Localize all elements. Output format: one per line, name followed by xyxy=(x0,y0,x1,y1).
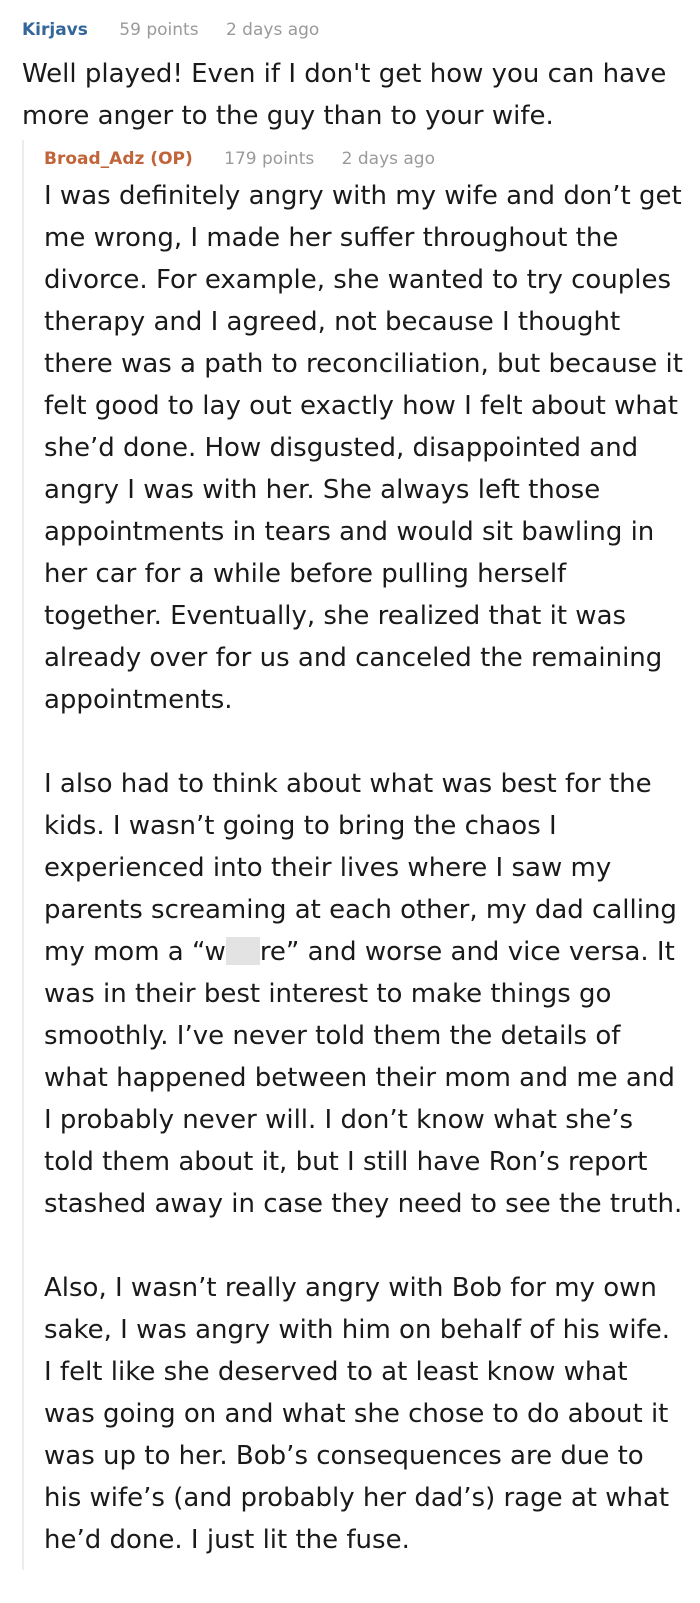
reply-paragraph xyxy=(44,763,684,1225)
comment-username[interactable]: Kirjavs xyxy=(22,20,88,40)
censor-block xyxy=(226,937,260,965)
paragraph-text-after-censor: re” and worse and vice versa. It was in their best interest to make things go smoothly. I’ve never told them the details of what happened between their mom and me and I probably never will. I don’t know what she’s told them about it, but I still have Ron’s report stashed away in case they need to see the truth. xyxy=(44,937,683,1219)
reply-username[interactable]: Broad_Adz (OP) xyxy=(44,149,193,169)
paragraph-text-before-censor: I also had to think about what was best for the kids. I wasn’t going to bring the chaos I experienced into their lives where I saw my parents screaming at each other, my dad calling my mom a “w xyxy=(44,769,677,967)
reply-paragraph: Also, I wasn’t really angry with Bob for my own sake, I was angry with him on behalf of his wife. I felt like she deserved to at least know what was going on and what she chose to do about it was up to her. Bob’s consequences are due to his wife’s (and probably her dad’s) rage at what he’d done. I just lit the fuse. xyxy=(44,1273,670,1555)
comment-points: 59 points xyxy=(119,20,199,40)
comment xyxy=(22,19,692,137)
reply-paragraph: I was definitely angry with my wife and don’t get me wrong, I made her suffer throughout the divorce. For example, she wanted to try couples therapy and I agreed, not because I thought there was a path to reconciliation, but because it felt good to lay out exactly how I felt about what she’d done. How disgusted, disappointed and angry I was with her. She always left those appointments in tears and would sit bawling in her car for a while before pulling herself together. Eventually, she realized that it was already over for us and canceled the remaining appointments. xyxy=(44,181,683,715)
comment-meta xyxy=(22,19,692,41)
reply-body xyxy=(44,175,684,1603)
reply-timestamp: 2 days ago xyxy=(341,149,435,169)
reply-meta xyxy=(44,148,435,170)
comment-timestamp: 2 days ago xyxy=(225,20,320,40)
reply-points: 179 points xyxy=(224,149,315,169)
reply-comment xyxy=(22,140,694,1570)
comment-body: Well played! Even if I don't get how you can have more anger to the guy than to your wife. xyxy=(22,59,667,131)
